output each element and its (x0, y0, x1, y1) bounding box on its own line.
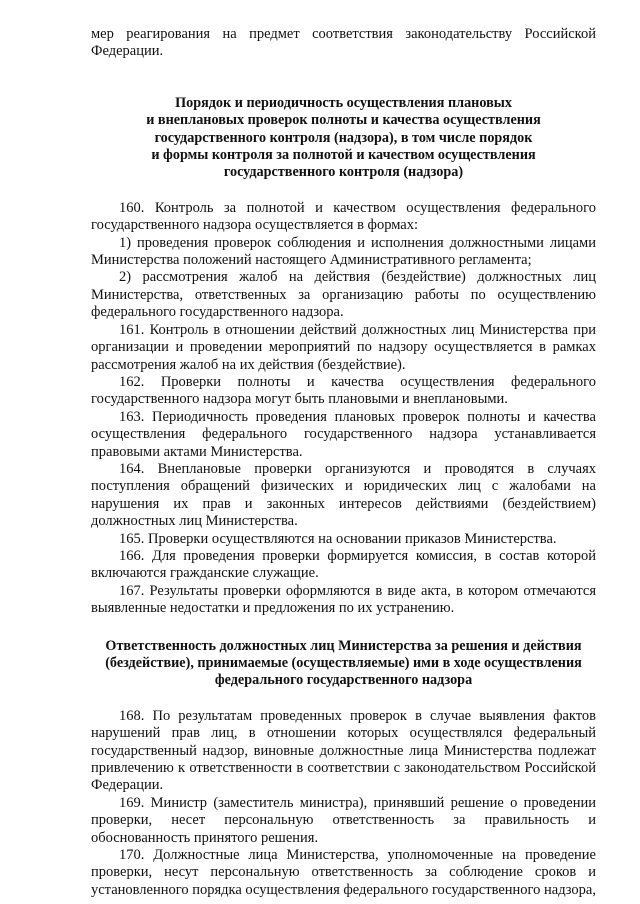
paragraph-165: 165. Проверки осуществляются на основании приказов Министерства. (119, 530, 557, 547)
paragraph-169: 169. Министр (заместитель министра), принявший решение о проведении проверки, несет персональную ответственность за правильность и обоснованность принятого решения. (91, 794, 596, 846)
paragraph-170: 170. Должностные лица Министерства, уполномоченные на проведение проверки, несут персональную ответственность за соблюдение сроков и установленного порядка осуществления федерального государственного надзора, (91, 847, 596, 898)
heading-line: и внеплановых проверок полноты и качества осуществления (146, 112, 541, 129)
paragraph-161: 161. Контроль в отношении действий должностных лиц Министерства при организации и проведении мероприятий по надзору осуществляется в рамках рассмотрения жалоб на их действия (бездействие). (91, 321, 596, 373)
paragraph-160-item-2: 2) рассмотрения жалоб на действия (бездействие) должностных лиц Министерства, ответственных за организацию работы по осуществлению федерального государственного надзора. (91, 269, 596, 321)
spacer (91, 690, 596, 708)
paragraph-168: 168. По результатам проведенных проверок в случае выявления фактов нарушений прав лиц, в отношении которых осуществлялся федеральный государственный надзор, виновные должностные лица Министерства подлежат привлечению к ответственности в соответствии с законодательством Российской Федерации. (91, 707, 596, 794)
heading-line: государственного контроля (надзора), в том числе порядок (154, 129, 533, 146)
heading-line: Порядок и периодичность осуществления плановых (175, 94, 512, 111)
spacer (91, 618, 596, 638)
paragraph-163: 163. Периодичность проведения плановых проверок полноты и качества осуществления федерального государственного надзора устанавливается правовыми актами Министерства. (91, 408, 596, 460)
heading-line: (бездействие), принимаемые (осуществляемые) ими в ходе осуществления (105, 655, 582, 671)
paragraph-162: 162. Проверки полноты и качества осуществления федерального государственного надзора могут быть плановыми и внеплановыми. (91, 373, 596, 408)
heading-line: Ответственность должностных лиц Министерства за решения и действия (105, 637, 582, 654)
intro-fragment: мер реагирования на предмет соответствия законодательству Российской Федерации. (91, 26, 596, 60)
section-heading-responsibility (91, 638, 596, 690)
heading-line: государственного контроля (надзора) (223, 164, 464, 181)
heading-line: федерального государственного надзора (214, 672, 473, 689)
paragraph-164: 164. Внеплановые проверки организуются и проводятся в случаях поступления обращений физических и юридических лиц с жалобами на нарушения их прав и законных интересов действиями (бездействием) должностных лиц Министерства. (91, 460, 596, 530)
paragraph-167: 167. Результаты проверки оформляются в виде акта, в котором отмечаются выявленные недостатки и предложения по их устранению. (91, 582, 596, 617)
paragraph-160-item-1: 1) проведения проверок соблюдения и исполнения должностными лицами Министерства положений настоящего Административного регламента; (91, 234, 596, 269)
heading-line: и формы контроля за полнотой и качеством осуществления (151, 147, 536, 164)
spacer (91, 61, 596, 95)
paragraph-166: 166. Для проведения проверки формируется комиссия, в состав которой включаются гражданские служащие. (91, 547, 596, 582)
paragraph-160: 160. Контроль за полнотой и качеством осуществления федерального государственного надзора осуществляется в формах: (91, 199, 596, 234)
section-heading-inspections (91, 95, 596, 182)
spacer (91, 182, 596, 200)
